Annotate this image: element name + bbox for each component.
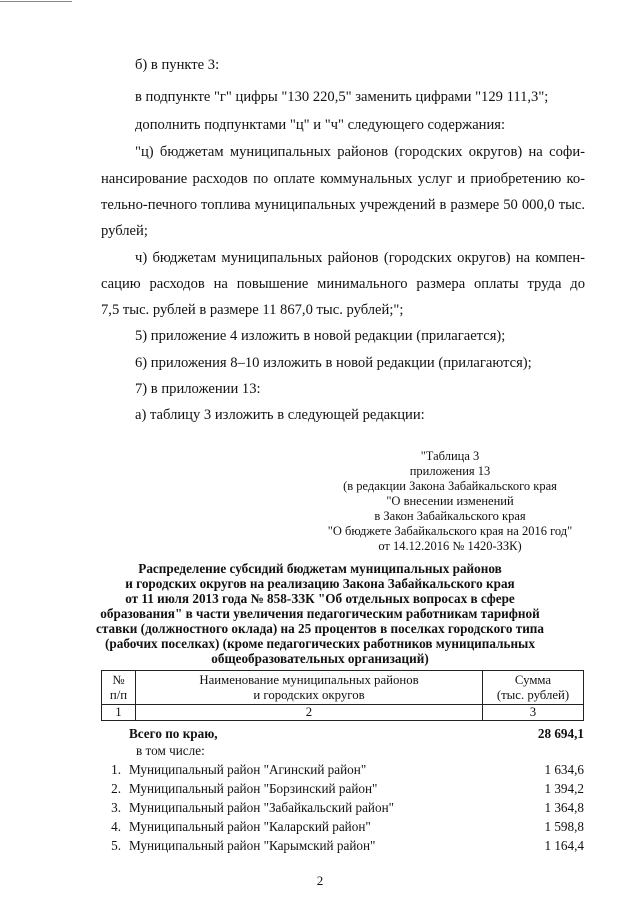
col-amount-header [483,671,584,705]
row-amount: 1 634,6 [544,762,584,777]
table-title-line-5: ставки (должностного оклада) на 25 процентов в поселках городского типа [95,621,544,636]
table-note-line-3: (в редакции Закона Забайкальского края [343,479,557,493]
row-district-name: Муниципальный район "Забайкальский район" [129,800,395,815]
total-label: Всего по краю, [129,726,218,741]
row-amount: 1 394,2 [544,781,584,796]
table-note-line-4: "О внесении изменений [386,494,514,508]
text-line-1: б) в пункте 3: [135,57,220,73]
row-district-name: Муниципальный район "Карымский район" [129,838,376,853]
table-title-line-4: образования" в части увеличения педагогическим работникам тарифной [100,606,540,621]
table-note-line-6: "О бюджете Забайкальского края на 2016 год" [327,524,573,538]
row-district-name: Муниципальный район "Агинский район" [129,762,367,777]
col-index-2: 2 [136,705,483,721]
text-line-5: нансирование расходов по оплате коммунальных услуг и приобретению ко- [101,171,585,187]
table-title-line-1: Распределение субсидий бюджетам муниципальных районов [138,561,502,576]
table-title-line-7: общеобразовательных организаций) [211,651,429,666]
row-district-name: Муниципальный район "Каларский район" [129,819,371,834]
text-line-14: а) таблицу 3 изложить в следующей редакции: [135,407,425,423]
row-amount: 1 598,8 [544,819,584,834]
text-line-13: 7) в приложении 13: [135,381,261,397]
row-number: 3. [111,800,121,815]
text-line-2: в подпункте "г" цифры "130 220,5" заменить цифрами "129 111,3"; [135,89,549,105]
col-number-header [102,671,136,705]
col-number-line-2: п/п [109,687,128,702]
table-note-line-2: приложения 13 [409,464,491,478]
text-line-3: дополнить подпунктами "ц" и "ч" следующего содержания: [135,117,506,133]
row-number: 4. [111,819,121,834]
row-number: 1. [111,762,121,777]
col-name-header [136,671,483,705]
top-left-rule [0,1,72,2]
table-note-line-1: "Таблица 3 [420,449,480,463]
table-title-line-6: (рабочих поселках) (кроме педагогических работников муниципальных [105,636,535,651]
col-name-line-2: и городских округов [253,687,365,702]
text-line-11: 5) приложение 4 изложить в новой редакции (прилагается); [135,328,506,344]
text-line-4: "ц) бюджетам муниципальных районов (городских округов) на софи- [135,144,585,160]
col-name-line-1: Наименование муниципальных районов [199,672,419,687]
row-number: 5. [111,838,121,853]
col-amount-line-2: (тыс. рублей) [496,687,570,702]
table-title-line-2: и городских округов на реализацию Закона Забайкальского края [125,576,515,591]
row-number: 2. [111,781,121,796]
table-title-line-3: от 11 июля 2013 года № 858-ЗЗК "Об отдельных вопросах в сфере [125,591,515,606]
col-amount-line-1: Сумма [514,672,552,687]
total-value: 28 694,1 [537,726,584,741]
text-line-10: 7,5 тыс. рублей в размере 11 867,0 тыс. рублей;"; [101,302,404,318]
text-line-7: рублей; [101,223,148,239]
page-number: 2 [316,873,324,888]
text-line-9: сацию расходов на повышение минимального размера оплаты труда до [101,276,585,292]
row-amount: 1 164,4 [544,838,584,853]
text-line-6: тельно-печного топлива муниципальных учреждений в размере 50 000,0 тыс. [101,197,585,213]
col-index-3: 3 [483,705,584,721]
text-line-8: ч) бюджетам муниципальных районов (городских округов) на компен- [135,250,585,266]
subsidy-table-header [101,670,584,721]
row-district-name: Муниципальный район "Борзинский район" [129,781,378,796]
including-label: в том числе: [136,743,205,758]
row-amount: 1 364,8 [544,800,584,815]
table-note-line-5: в Закон Забайкальского края [374,509,526,523]
table-note-line-7: от 14.12.2016 № 1420-ЗЗК) [378,539,522,553]
text-line-12: 6) приложения 8–10 изложить в новой редакции (прилагаются); [135,355,532,371]
col-index-1: 1 [102,705,136,721]
col-number-line-1: № [112,672,125,687]
